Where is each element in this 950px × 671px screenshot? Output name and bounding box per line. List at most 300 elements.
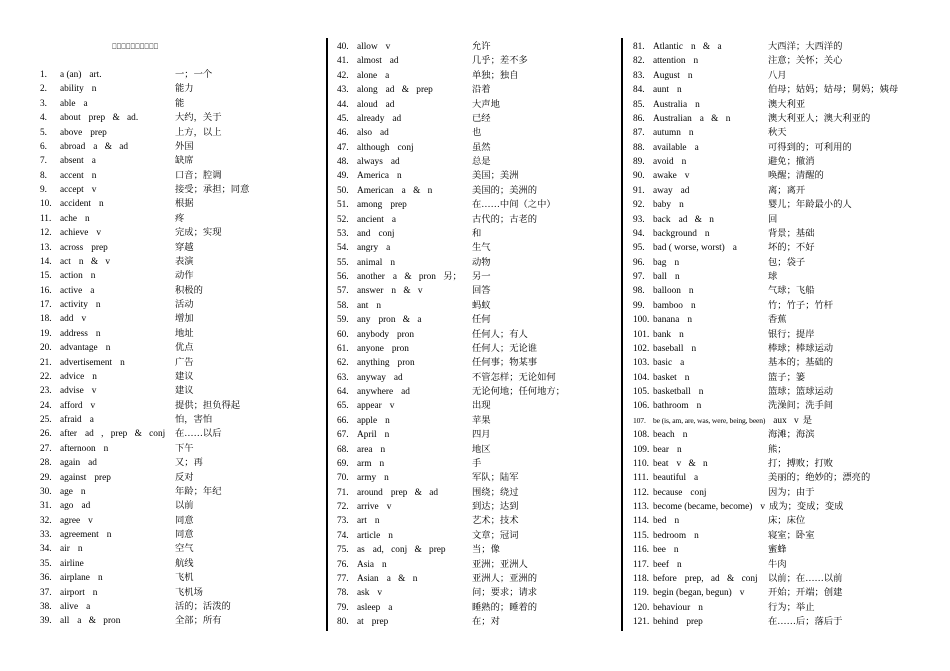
- entry-english: [633, 112, 768, 126]
- vocab-entry: [337, 414, 617, 428]
- entry-english: [40, 68, 175, 82]
- entry-meaning: 在……中间（之中）: [472, 200, 556, 211]
- vocab-entry: [40, 140, 322, 154]
- entry-meaning: 洗澡间；洗手间: [768, 401, 834, 412]
- entry-word: across: [60, 242, 84, 253]
- vocab-entry: [633, 126, 945, 140]
- entry-english: [40, 442, 175, 456]
- vocab-entry: [337, 371, 617, 385]
- entry-pos: n: [91, 84, 97, 95]
- entry-pos: n: [103, 443, 109, 454]
- entry-meaning: 穿越: [175, 242, 194, 253]
- entry-number: 26.: [40, 429, 52, 440]
- entry-number: 17.: [40, 300, 52, 310]
- entry-number: 116.: [633, 545, 649, 556]
- vocab-entry: [337, 342, 617, 356]
- entry-pos: a & n: [386, 573, 418, 584]
- entry-number: 95.: [633, 243, 645, 254]
- entry-pos: n: [674, 257, 680, 268]
- entry-number: 51.: [337, 200, 349, 211]
- entry-meaning: 蜜蜂: [768, 545, 787, 556]
- vocab-entry: [40, 111, 322, 125]
- entry-english: [40, 586, 175, 600]
- entry-number: 84.: [633, 85, 645, 96]
- entry-word: become (became, become): [653, 502, 753, 512]
- entry-english: [40, 312, 175, 326]
- vocab-entry: [633, 586, 945, 600]
- entry-pos: n & v: [391, 286, 423, 297]
- column-divider: [326, 38, 328, 631]
- entry-pos: a & pron 另；: [392, 272, 462, 282]
- vocab-entry: [633, 529, 945, 543]
- entry-word: arm: [357, 458, 372, 469]
- entry-word: ask: [357, 588, 370, 599]
- vocab-entry: [337, 457, 617, 471]
- entry-pos: n: [698, 387, 704, 397]
- entry-english: [40, 197, 175, 211]
- entry-english: [40, 614, 175, 628]
- entry-word: allow: [357, 42, 378, 52]
- vocab-entry: [337, 98, 617, 112]
- entry-meaning: 能: [175, 98, 185, 109]
- entry-word: also: [357, 128, 372, 139]
- entry-pos: n: [120, 357, 125, 368]
- entry-english: [40, 97, 175, 111]
- entry-word: airline: [60, 558, 84, 569]
- entry-word: as: [357, 545, 365, 556]
- entry-number: 65.: [337, 401, 349, 412]
- vocab-entry: [633, 328, 945, 342]
- entry-pos: a: [90, 285, 95, 296]
- vocab-entry: [337, 543, 617, 557]
- entry-english: [633, 313, 768, 327]
- entry-meaning: 艺术；技术: [472, 516, 519, 527]
- vocab-entry: [40, 356, 322, 370]
- entry-number: 63.: [337, 372, 349, 383]
- entry-meaning: 地址: [175, 328, 194, 339]
- entry-number: 49.: [337, 171, 349, 182]
- entry-pos: conj: [378, 228, 395, 239]
- entry-number: 75.: [337, 545, 349, 556]
- entry-meaning: 基本的；基础的: [768, 358, 834, 369]
- entry-word: basket: [653, 372, 677, 383]
- entry-pos: v: [739, 588, 745, 599]
- entry-meaning: 以前: [175, 501, 194, 512]
- vocab-entry: [633, 471, 945, 485]
- vocab-entry: [337, 385, 617, 399]
- vocab-entry: [40, 571, 322, 585]
- entry-meaning: 同意: [175, 515, 194, 526]
- entry-number: 58.: [337, 300, 349, 311]
- entry-meaning: 疼: [175, 213, 185, 224]
- entry-english: [633, 169, 768, 183]
- vocab-entry: [633, 443, 945, 457]
- entry-pos: v: [385, 42, 391, 52]
- entry-english: [337, 428, 472, 442]
- entry-english: [633, 615, 768, 629]
- entry-pos: n: [677, 559, 682, 570]
- entry-english: [40, 571, 175, 585]
- entry-english: [337, 356, 472, 370]
- entry-pos: n: [677, 85, 682, 96]
- entry-word: air: [60, 544, 70, 555]
- entry-number: 118.: [633, 573, 649, 584]
- entry-english: [40, 514, 175, 528]
- vocab-entry: [40, 542, 322, 556]
- entry-pos: ad: [389, 56, 399, 67]
- entry-number: 108.: [633, 430, 650, 441]
- entry-english: [633, 299, 768, 313]
- entry-meaning: 口音；腔调: [175, 170, 222, 181]
- entry-english: [40, 370, 175, 384]
- entry-number: 13.: [40, 242, 52, 253]
- entry-word: bad ( worse, worst): [653, 243, 725, 254]
- entry-number: 68.: [337, 444, 349, 455]
- entry-pos: n: [698, 602, 703, 613]
- entry-english: [337, 256, 472, 270]
- entry-english: [40, 557, 175, 571]
- entry-number: 105.: [633, 387, 650, 397]
- entry-meaning: 注意；关怀；关心: [768, 56, 843, 67]
- vocab-entry: [337, 514, 617, 528]
- entry-word: always: [357, 157, 383, 167]
- entry-word: abroad: [60, 141, 86, 152]
- entry-word: add: [60, 314, 74, 325]
- vocab-entry: [633, 572, 945, 586]
- entry-pos: n: [384, 473, 389, 484]
- entry-word: available: [653, 142, 687, 153]
- entry-number: 102.: [633, 343, 650, 354]
- entry-word: autumn: [653, 128, 681, 139]
- entry-english: [40, 169, 175, 183]
- entry-pos: n: [688, 286, 694, 297]
- entry-meaning: 单独；独自: [472, 70, 519, 81]
- entry-number: 28.: [40, 458, 52, 469]
- vocab-entry: [633, 500, 945, 514]
- entry-meaning: 古代的；古老的: [472, 214, 538, 225]
- entry-word: aloud: [357, 99, 378, 110]
- entry-english: [40, 600, 175, 614]
- entry-meaning: 唤醒；清醒的: [768, 171, 824, 182]
- entry-english: [40, 284, 175, 298]
- entry-meaning: 活动: [175, 300, 194, 310]
- entry-number: 59.: [337, 315, 349, 326]
- entry-meaning: 睡熟的；睡着的: [472, 602, 538, 613]
- entry-meaning: 增加: [175, 314, 194, 325]
- entry-english: [633, 543, 768, 557]
- entry-number: 44.: [337, 99, 349, 110]
- entry-english: [337, 169, 472, 183]
- entry-english: [633, 486, 768, 500]
- document-title: □□□□□□□□□□: [112, 42, 159, 50]
- entry-number: 64.: [337, 387, 349, 397]
- entry-number: 47.: [337, 142, 349, 153]
- entry-pos: a: [694, 473, 699, 484]
- entry-number: 22.: [40, 371, 52, 382]
- entry-pos: aux v: [773, 415, 799, 426]
- entry-meaning: 出现: [472, 401, 491, 412]
- vocab-entry: [337, 54, 617, 68]
- vocab-entry: [633, 112, 945, 126]
- entry-english: [633, 213, 768, 227]
- entry-word: anyway: [357, 372, 386, 383]
- entry-pos: art.: [89, 70, 102, 80]
- entry-word: balloon: [653, 286, 681, 297]
- entry-pos: v: [91, 185, 97, 195]
- vocab-entry: [337, 313, 617, 327]
- entry-pos: n: [85, 213, 90, 224]
- entry-number: 23.: [40, 386, 52, 397]
- entry-english: [40, 140, 175, 154]
- vocab-entry: [633, 40, 945, 54]
- entry-english: [40, 542, 175, 556]
- entry-number: 50.: [337, 185, 349, 196]
- entry-number: 41.: [337, 56, 349, 67]
- vocab-entry: [633, 141, 945, 155]
- entry-pos: n: [690, 300, 696, 311]
- entry-meaning: 银行；提岸: [768, 329, 815, 340]
- entry-word: address: [60, 328, 88, 339]
- entry-pos: ad: [81, 501, 91, 512]
- entry-english: [337, 385, 472, 399]
- vocab-column-2: [337, 40, 617, 629]
- entry-meaning: 建议: [175, 371, 194, 382]
- entry-number: 93.: [633, 214, 645, 225]
- entry-english: [337, 155, 472, 169]
- entry-word: along: [357, 85, 378, 96]
- entry-pos: prep: [90, 127, 107, 138]
- entry-pos: n: [382, 559, 387, 570]
- vocab-entry: [337, 356, 617, 370]
- vocab-entry: [40, 370, 322, 384]
- entry-number: 52.: [337, 214, 349, 225]
- entry-meaning: 飞机: [175, 573, 194, 584]
- entry-meaning: 当；像: [472, 545, 500, 556]
- entry-english: [337, 328, 472, 342]
- entry-pos: n: [95, 300, 101, 310]
- entry-english: [40, 356, 175, 370]
- entry-number: 91.: [633, 185, 645, 196]
- entry-word: animal: [357, 257, 383, 268]
- entry-english: [40, 111, 175, 125]
- entry-word: act: [60, 256, 71, 267]
- entry-meaning: 任何人；无论谁: [472, 343, 538, 354]
- entry-meaning: 围绕；绕过: [472, 487, 519, 498]
- entry-word: ache: [60, 213, 78, 224]
- entry-english: [633, 141, 768, 155]
- entry-word: avoid: [653, 157, 674, 167]
- entry-meaning: 篮球；篮球运动: [768, 387, 834, 397]
- vocab-entry: [337, 328, 617, 342]
- entry-pos: n: [390, 257, 395, 268]
- vocab-entry: [337, 529, 617, 543]
- entry-number: 1.: [40, 70, 47, 80]
- entry-meaning: 已经: [472, 113, 491, 124]
- entry-number: 100.: [633, 315, 650, 326]
- entry-number: 3.: [40, 98, 47, 109]
- entry-meaning: 避免；撤消: [768, 157, 815, 167]
- entry-word: background: [653, 228, 697, 239]
- entry-word: able: [60, 98, 76, 109]
- entry-pos: n: [677, 444, 682, 455]
- vocab-entry: [40, 212, 322, 226]
- entry-meaning: 包；袋子: [768, 257, 806, 268]
- entry-word: Australian: [653, 113, 692, 124]
- entry-pos: v: [377, 588, 383, 599]
- entry-pos: n: [105, 343, 111, 354]
- entry-word: beat: [653, 458, 669, 469]
- entry-english: [337, 457, 472, 471]
- entry-meaning: 和: [472, 228, 482, 239]
- vocab-entry: [633, 399, 945, 413]
- vocab-entry: [40, 197, 322, 211]
- vocab-entry: [337, 213, 617, 227]
- entry-meaning: 接受；承担；同意: [175, 185, 250, 195]
- entry-pos: n: [90, 271, 96, 282]
- entry-word: another: [357, 272, 385, 282]
- entry-pos: n: [95, 328, 101, 339]
- entry-pos: n: [687, 315, 692, 326]
- entry-number: 42.: [337, 70, 349, 81]
- entry-pos: a: [86, 601, 91, 612]
- vocab-entry: [633, 270, 945, 284]
- entry-word: afford: [60, 400, 83, 411]
- vocab-entry: [40, 456, 322, 470]
- entry-number: 43.: [337, 85, 349, 96]
- entry-meaning: 不管怎样；无论如何: [472, 372, 556, 383]
- entry-pos: v: [386, 502, 392, 512]
- entry-pos: ad: [88, 458, 97, 469]
- entry-word: beautiful: [653, 473, 687, 484]
- entry-english: [633, 356, 768, 370]
- entry-meaning: 又；再: [175, 458, 203, 469]
- entry-word: active: [60, 285, 83, 296]
- entry-english: [337, 40, 472, 54]
- entry-word: again: [60, 458, 81, 469]
- vocab-entry: [40, 154, 322, 168]
- entry-pos: prep: [94, 472, 111, 483]
- vocab-entry: [633, 486, 945, 500]
- entry-number: 60.: [337, 329, 349, 340]
- entry-meaning: 竹；竹子；竹杆: [768, 300, 834, 311]
- entry-english: [633, 83, 768, 97]
- entry-english: [40, 427, 175, 441]
- vocab-entry: [337, 586, 617, 600]
- entry-meaning: 离；离开: [768, 185, 806, 196]
- entry-word: anywhere: [357, 387, 394, 397]
- entry-meaning: 飞机场: [175, 587, 203, 598]
- entry-english: [337, 54, 472, 68]
- entry-pos: n: [704, 228, 710, 239]
- entry-meaning: 下午: [175, 443, 194, 454]
- entry-english: [633, 284, 768, 298]
- entry-word: before: [653, 573, 677, 584]
- entry-pos: pron: [391, 343, 409, 354]
- entry-number: 57.: [337, 286, 349, 297]
- entry-number: 16.: [40, 285, 52, 296]
- entry-english: [633, 443, 768, 457]
- entry-meaning: 在；对: [472, 617, 500, 627]
- entry-word: Asian: [357, 573, 379, 584]
- entry-pos: n: [687, 70, 693, 81]
- entry-english: [40, 126, 175, 140]
- entry-number: 109.: [633, 444, 650, 455]
- entry-meaning: 另一: [472, 272, 491, 282]
- entry-pos: a: [680, 358, 685, 369]
- entry-word: begin (began, begun): [653, 588, 732, 599]
- entry-word: afternoon: [60, 443, 96, 454]
- entry-word: angry: [357, 243, 379, 254]
- entry-pos: a & ad: [93, 141, 129, 152]
- entry-number: 12.: [40, 228, 52, 239]
- vocab-entry: [40, 528, 322, 542]
- entry-number: 86.: [633, 113, 645, 124]
- entry-english: [337, 213, 472, 227]
- entry-meaning: 几乎；差不多: [472, 56, 528, 67]
- entry-word: age: [60, 486, 73, 497]
- entry-word: art: [357, 516, 367, 527]
- vocab-entry: [40, 471, 322, 485]
- entry-english: [40, 471, 175, 485]
- entry-word: arrive: [357, 502, 379, 512]
- entry-meaning: 积极的: [175, 285, 203, 296]
- entry-english: [633, 572, 768, 586]
- vocab-entry: [40, 557, 322, 571]
- entry-meaning: 八月: [768, 70, 787, 81]
- entry-word: at: [357, 617, 364, 627]
- entry-english: [633, 414, 803, 428]
- entry-meaning: 年龄；年纪: [175, 486, 222, 497]
- entry-english: [337, 342, 472, 356]
- entry-meaning: 允许: [472, 42, 491, 52]
- entry-english: [337, 241, 472, 255]
- entry-meaning: 怕，害怕: [175, 415, 213, 425]
- entry-pos: v: [760, 502, 766, 512]
- entry-word: alone: [357, 70, 378, 81]
- entry-word: behaviour: [653, 602, 691, 613]
- vocab-entry: [337, 284, 617, 298]
- entry-number: 106.: [633, 401, 650, 412]
- vocab-entry: [40, 499, 322, 513]
- entry-meaning: 沿着: [472, 85, 491, 96]
- entry-word: August: [653, 70, 680, 81]
- entry-number: 96.: [633, 257, 645, 268]
- entry-english: [633, 241, 768, 255]
- vocab-entry: [633, 385, 945, 399]
- entry-pos: a: [91, 156, 96, 167]
- entry-number: 18.: [40, 314, 52, 325]
- entry-pos: a & n: [699, 113, 731, 124]
- vocab-entry: [40, 600, 322, 614]
- entry-number: 15.: [40, 271, 52, 282]
- entry-pos: n: [374, 516, 380, 527]
- entry-word: accept: [60, 185, 84, 195]
- entry-pos: n: [77, 544, 83, 555]
- entry-word: bear: [653, 444, 669, 455]
- entry-english: [633, 98, 768, 112]
- vocab-entry: [337, 615, 617, 629]
- entry-word: airplane: [60, 573, 90, 584]
- entry-meaning: 缺席: [175, 156, 194, 167]
- entry-word: bee: [653, 545, 666, 556]
- entry-pos: n: [384, 430, 390, 441]
- entry-number: 97.: [633, 272, 645, 282]
- entry-meaning: 手: [472, 458, 482, 469]
- vocab-entry: [40, 183, 322, 197]
- vocab-entry: [337, 69, 617, 83]
- entry-meaning: 回: [768, 214, 778, 225]
- entry-word: apple: [357, 415, 378, 426]
